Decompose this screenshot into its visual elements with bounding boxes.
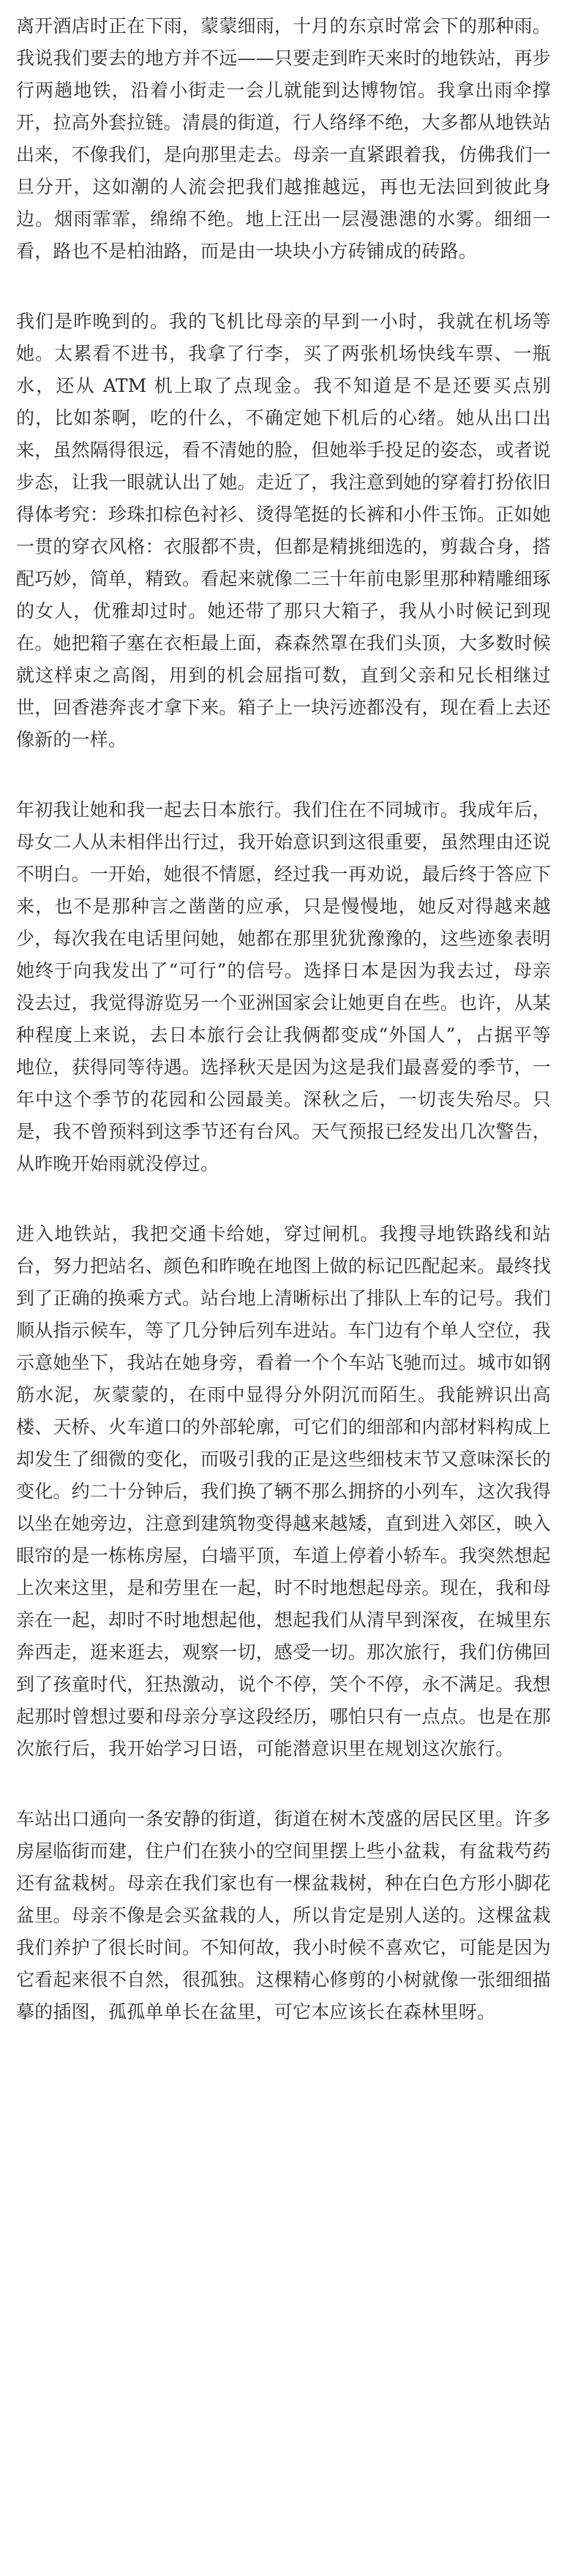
article-paragraph-1: 离开酒店时正在下雨，蒙蒙细雨，十月的东京时常会下的那种雨。我说我们要去的地方并不远——只要走到昨天来时的地铁站，再步行两趟地铁，沿着小街走一会儿就能到达博物馆。我拿出雨伞撑开，拉高外套拉链。清晨的街道，行人络绎不绝，大多都从地铁站出来，不像我们，是向那里走去。母亲一直紧跟着我，仿佛我们一旦分开，这如潮的人流会把我们越推越远，再也无法回到彼此身边。烟雨霏霏，绵绵不绝。地上汪出一层漫漶漶的水雾。细细一看，路也不是柏油路，而是由一块块小方砖铺成的砖路。 (16, 15, 551, 262)
article-paragraph-4: 进入地铁站，我把交通卡给她，穿过闸机。我搜寻地铁路线和站台，努力把站名、颜色和昨晚在地图上做的标记匹配起来。最终找到了正确的换乘方式。站台地上清晰标出了排队上车的记号。我们顺从指示候车，等了几分钟后列车进站。车门边有个单人空位，我示意她坐下，我站在她身旁，看着一个个车站飞驰而过。城市如钢筋水泥，灰蒙蒙的，在雨中显得分外阴沉而陌生。我能辨识出高楼、天桥、火车道口的外部轮廓，可它们的细部和内部材料构成上却发生了细微的变化，而吸引我的正是这些细枝末节又意味深长的变化。约二十分钟后，我们换了辆不那么拥挤的小列车，这次我得以坐在她旁边，注意到建筑物变得越来越矮，直到进入郊区，映入眼帘的是一栋栋房屋，白墙平顶，车道上停着小轿车。我突然想起上次来这里，是和劳里在一起，时不时地想起母亲。现在，我和母亲在一起，却时不时地想起他，想起我们从清早到深夜，在城里东奔西走，逛来逛去，观察一切，感受一切。那次旅行，我们仿佛回到了孩童时代，狂热激动，说个不停，笑个不停，永不满足。我想起那时曾想过要和母亲分享这段经历，哪怕只有一点点。也是在那次旅行后，我开始学习日语，可能潜意识里在规划这次旅行。 (16, 1223, 551, 1759)
article-paragraph-3: 年初我让她和我一起去日本旅行。我们住在不同城市。我成年后，母女二人从未相伴出行过，我开始意识到这很重要，虽然理由还说不明白。一开始，她很不情愿，经过我一再劝说，最后终于答应下来，也不是那种言之凿凿的应承，只是慢慢地，她反对得越来越少，每次我在电话里问她，她都在那里犹犹豫豫的，这些迹象表明她终于向我发出了“可行”的信号。选择日本是因为我去过，母亲没去过，我觉得游览另一个亚洲国家会让她更自在些。也许，从某种程度上来说，去日本旅行会让我俩都变成“外国人”，占据平等地位，获得同等待遇。选择秋天是因为这是我们最喜爱的季节，一年中这个季节的花园和公园最美。深秋之后，一切丧失殆尽。只是，我不曾预料到这季节还有台风。天气预报已经发出几次警告，从昨晚开始雨就没停过。 (16, 799, 551, 1174)
article-paragraph-2: 我们是昨晚到的。我的飞机比母亲的早到一小时，我就在机场等她。太累看不进书，我拿了行李，买了两张机场快线车票、一瓶水，还从 ATM 机上取了点现金。我不知道是不是还要买点别的，比如茶啊，吃的什么，不确定她下机后的心绪。她从出口出来，虽然隔得很远，看不清她的脸，但她举手投足的姿态，或者说步态，让我一眼就认出了她。走近了，我注意到她的穿着打扮依旧得体考究：珍珠扣棕色衬衫、烫得笔挺的长裤和小件玉饰。正如她一贯的穿衣风格：衣服都不贵，但都是精挑细选的，剪裁合身，搭配巧妙，简单，精致。看起来就像二三十年前电影里那种精雕细琢的女人，优雅却过时。她还带了那只大箱子，我从小时候记到现在。她把箱子塞在衣柜最上面，森森然罩在我们头顶，大多数时候就这样束之高阁，用到的机会屈指可数，直到父亲和兄长相继过世，回香港奔丧才拿下来。箱子上一块污迹都没有，现在看上去还像新的一样。 (16, 311, 551, 750)
article-paragraph-5: 车站出口通向一条安静的街道，街道在树木茂盛的居民区里。许多房屋临街而建，住户们在狭小的空间里摆上些小盆栽，有盆栽芍药还有盆栽树。母亲在我们家也有一棵盆栽树，种在白色方形小脚花盆里。母亲不像是会买盆栽的人，所以肯定是别人送的。这棵盆栽我们养护了很长时间。不知何故，我小时候不喜欢它，可能是因为它看起来很不自然，很孤独。这棵精心修剪的小树就像一张细细描摹的插图，孤孤单单长在盆里，可它本应该长在森林里呀。 (16, 1808, 551, 2022)
